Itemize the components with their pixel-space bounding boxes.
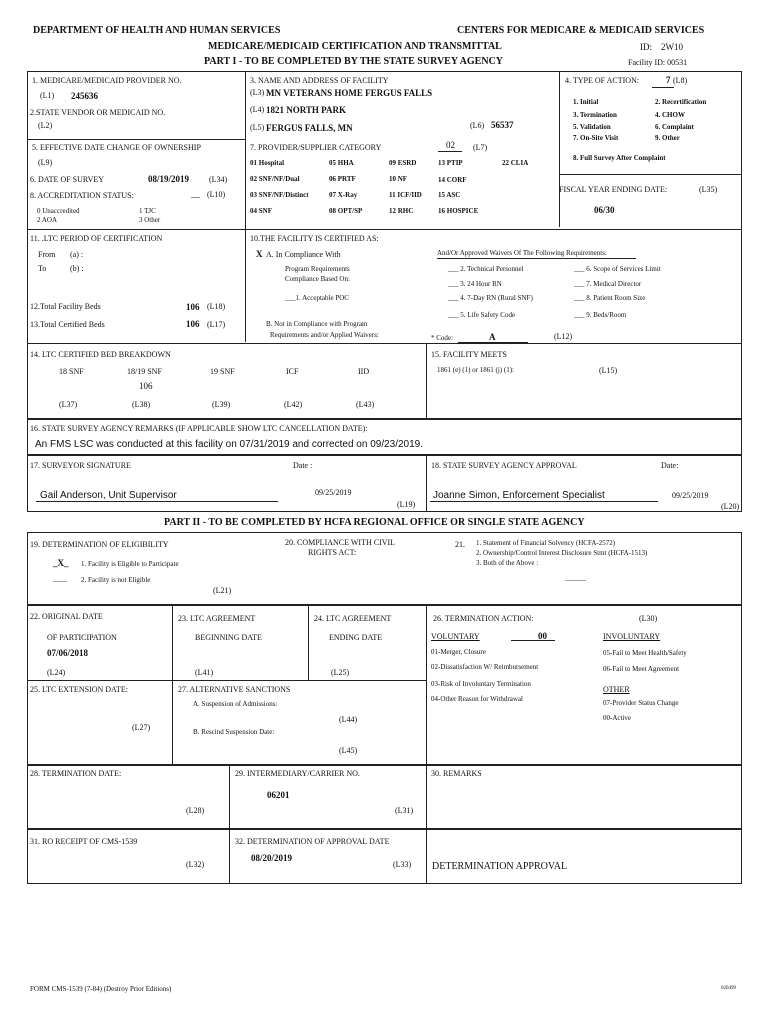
waiver-item: ___ 4. 7-Day RN (Rural SNF)	[448, 294, 533, 302]
signature-frame	[27, 455, 742, 512]
bed-code: (L42)	[284, 400, 303, 409]
category-option: 06 PRTF	[329, 175, 356, 183]
termination-value: 00	[538, 631, 547, 641]
l18-code: (L18)	[207, 302, 226, 311]
effective-date-label: 5. EFFECTIVE DATE CHANGE OF OWNERSHIP	[32, 143, 201, 152]
category-option: 04 SNF	[250, 207, 272, 215]
total-facility-beds-label: 12.Total Facility Beds	[30, 302, 101, 311]
fiscal-year-value: 06/30	[594, 205, 615, 215]
from-label: From	[38, 250, 56, 259]
bed-head: ICF	[286, 367, 299, 376]
form-code: 020499	[721, 986, 736, 991]
l19-code: (L19)	[397, 500, 416, 509]
underline	[437, 258, 636, 259]
l1-code: (L1)	[40, 91, 55, 100]
l33-code: (L33)	[393, 860, 412, 869]
remarks-label: 30. REMARKS	[431, 769, 482, 778]
action-option: 9. Other	[655, 134, 680, 142]
l21-code: (L21)	[213, 586, 232, 595]
rescind-label: B. Rescind Suspension Date:	[193, 728, 275, 736]
ltc-end-label: 24. LTC AGREEMENT	[314, 614, 392, 623]
facility-meets-label: 15. FACILITY MEETS	[431, 350, 507, 359]
action-option: 4. CHOW	[655, 111, 685, 119]
l4-code: (L4)	[250, 105, 265, 114]
form-number: FORM CMS-1539 (7-84) (Destroy Prior Editions)	[30, 985, 172, 993]
in-compliance-label: A. In Compliance With	[266, 250, 341, 259]
l6-code: (L6)	[470, 121, 485, 130]
voluntary-option: 03-Risk of Involuntary Termination	[431, 680, 531, 688]
category-option: 10 NF	[389, 175, 408, 183]
intermediary-label: 29. INTERMEDIARY/CARRIER NO.	[235, 769, 360, 778]
program-requirements: Program Requirements	[285, 265, 350, 273]
l35-code: (L35)	[699, 185, 718, 194]
eligibility-mark: _X_	[53, 558, 69, 568]
agency-approval-label: 18. STATE SURVEY AGENCY APPROVAL	[431, 461, 577, 470]
category-option: 07 X-Ray	[329, 191, 358, 199]
l44-code: (L44)	[339, 715, 358, 724]
l28-code: (L28)	[186, 806, 205, 815]
ltc-period-label: 11. .LTC PERIOD OF CERTIFICATION	[30, 234, 163, 243]
l41-code: (L41)	[195, 668, 214, 677]
waiver-item: ___ 3. 24 Hour RN	[448, 280, 502, 288]
code-value: A	[489, 332, 496, 342]
accreditation-option: 1 TJC	[139, 207, 156, 215]
divider	[426, 829, 427, 884]
civil-rights-label2: RIGHTS ACT:	[308, 548, 357, 557]
surveyor-signature: Gail Anderson, Unit Supervisor	[40, 490, 177, 501]
ending-date-label: ENDING DATE	[329, 633, 383, 642]
facility-city: FERGUS FALLS, MN	[266, 123, 353, 133]
bed-code: (L38)	[132, 400, 151, 409]
other-option: 00-Active	[603, 714, 631, 722]
snf-1819-beds: 106	[139, 381, 153, 391]
voluntary-option: 01-Merger, Closure	[431, 648, 486, 656]
agency-date-label: Date:	[661, 461, 679, 470]
facility-certified-label: 10.THE FACILITY IS CERTIFIED AS:	[250, 234, 379, 243]
l12-code: (L12)	[554, 332, 573, 341]
other-label: OTHER	[603, 685, 630, 694]
accreditation-option: 0 Unaccredited	[37, 207, 80, 215]
surveyor-date-label: Date :	[293, 461, 313, 470]
facility-name: MN VETERANS HOME FERGUS FALLS	[266, 88, 433, 98]
category-option: 03 SNF/NF/Distinct	[250, 191, 309, 199]
ltc-begin-label: 23. LTC AGREEMENT	[178, 614, 256, 623]
waiver-item: ___ 2. Technical Personnel	[448, 265, 524, 273]
determination-approval: DETERMINATION APPROVAL	[432, 861, 568, 872]
id-value: 2W10	[661, 42, 683, 52]
acceptable-poc: ___1. Acceptable POC	[285, 294, 349, 302]
action-option: 5. Validation	[573, 123, 611, 131]
l5-code: (L5)	[250, 123, 265, 132]
divider	[426, 455, 427, 512]
applied-waivers: Requirements and/or Applied Waivers:	[270, 331, 379, 339]
l7-code: (L7)	[473, 143, 488, 152]
accreditation-option: 3 Other	[139, 216, 161, 224]
to-code: (b) :	[70, 264, 84, 273]
ltc-extension-label: 25. LTC EXTENSION DATE:	[30, 685, 128, 694]
eligibility-blank: ____	[53, 575, 67, 583]
category-option: 11 ICF/IID	[389, 191, 422, 199]
category-option: 15 ASC	[438, 191, 461, 199]
involuntary-label: INVOLUNTARY	[603, 632, 661, 641]
waiver-item: ___ 9. Beds/Room	[574, 311, 627, 319]
divider	[27, 139, 245, 140]
participation-label: OF PARTICIPATION	[47, 633, 117, 642]
provider-category-label: 7. PROVIDER/SUPPLIER CATEGORY	[250, 143, 382, 152]
divider	[426, 765, 427, 829]
field21-label: 21.	[455, 540, 465, 549]
l9-code: (L9)	[38, 158, 53, 167]
state-vendor-label: 2.STATE VENDOR OR MEDICAID NO.	[30, 108, 166, 117]
l25-code: (L25)	[331, 668, 350, 677]
waiver-item: ___ 6. Scope of Services Limit	[574, 265, 661, 273]
l45-code: (L45)	[339, 746, 358, 755]
original-date-label: 22. ORIGINAL DATE	[30, 612, 103, 621]
l17-code: (L17)	[207, 320, 226, 329]
l24-code: (L24)	[47, 668, 66, 677]
agency-date: 09/25/2019	[672, 491, 709, 500]
total-facility-beds-value: 106	[186, 302, 200, 312]
eligibility-label: 19. DETERMINATION OF ELIGIBILITY	[30, 540, 169, 549]
category-option: 16 HOSPICE	[438, 207, 479, 215]
divider	[27, 343, 742, 344]
facility-street: 1821 NORTH PARK	[266, 105, 347, 115]
waiver-item: ___ 8. Patient Room Size	[574, 294, 646, 302]
surveyor-date: 09/25/2019	[315, 488, 352, 497]
waiver-item: ___ 5. Life Safety Code	[448, 311, 516, 319]
divider	[559, 174, 742, 175]
category-option: 05 HHA	[329, 159, 354, 167]
action-option: 8. Full Survey After Complaint	[573, 154, 666, 162]
divider	[245, 71, 246, 342]
action-option: 1. Initial	[573, 98, 599, 106]
facility-zip: 56537	[491, 120, 514, 130]
divider	[27, 680, 426, 681]
divider	[172, 680, 173, 765]
surveyor-signature-label: 17. SURVEYOR SIGNATURE	[30, 461, 131, 470]
state-remarks-value: An FMS LSC was conducted at this facility on 07/31/2019 and corrected on 09/23/2019.	[35, 439, 424, 450]
part2-row3-frame	[27, 765, 742, 829]
underline	[511, 640, 555, 641]
bed-code: (L37)	[59, 400, 78, 409]
category-option: 22 CLIA	[502, 159, 529, 167]
category-option: 08 OPT/SP	[329, 207, 363, 215]
part2-title: PART II - TO BE COMPLETED BY HCFA REGIONAL OFFICE OR SINGLE STATE AGENCY	[164, 517, 585, 528]
voluntary-label: VOLUNTARY	[431, 632, 480, 641]
provider-no-value: 245636	[71, 91, 98, 101]
compliance-mark: X	[256, 249, 263, 259]
other-option: 07-Provider Status Change	[603, 699, 679, 707]
waiver-item: ___ 7. Medical Director	[574, 280, 642, 288]
divider	[559, 71, 560, 227]
action-option: 6. Complaint	[655, 123, 694, 131]
divider	[172, 605, 173, 680]
voluntary-option: 04-Other Reason for Withdrawal	[431, 695, 523, 703]
l15-code: (L15)	[599, 366, 618, 375]
l27-code: (L27)	[132, 723, 151, 732]
to-label: To	[38, 264, 47, 273]
approval-date-value: 08/20/2019	[251, 853, 293, 863]
total-certified-beds-label: 13.Total Certified Beds	[30, 320, 105, 329]
ltc-bed-breakdown-label: 14. LTC CERTIFIED BED BREAKDOWN	[30, 350, 171, 359]
underline	[36, 501, 278, 502]
l2-code: (L2)	[38, 121, 53, 130]
civil-rights-label: 20. COMPLIANCE WITH CIVIL	[285, 538, 396, 547]
l20-code: (L20)	[721, 502, 740, 511]
l32-code: (L32)	[186, 860, 205, 869]
eligible-option: 1. Facility is Eligible to Participate	[81, 560, 179, 568]
action-option: 7. On-Site Visit	[573, 134, 619, 142]
bed-head: 18 SNF	[59, 367, 84, 376]
accreditation-blank: __	[191, 189, 200, 199]
fiscal-year-label: FISCAL YEAR ENDING DATE:	[559, 185, 668, 194]
field21-option: 2. Ownership/Control Interest Disclosure Stmt (HCFA-1513)	[476, 549, 648, 557]
l34-code: (L34)	[209, 175, 228, 184]
alt-sanctions-label: 27. ALTERNATIVE SANCTIONS	[178, 685, 291, 694]
category-option: 13 PTIP	[438, 159, 463, 167]
underline	[438, 151, 462, 152]
not-in-compliance: B. Not in Compliance with Program	[266, 320, 368, 328]
bed-code: (L43)	[356, 400, 375, 409]
accreditation-option: 2 AOA	[37, 216, 58, 224]
compliance-based-on: Compliance Based On:	[285, 275, 350, 283]
facility-name-address-label: 3. NAME AND ADDRESS OF FACILITY	[250, 76, 389, 85]
involuntary-option: 05-Fail to Meet Health/Safety	[603, 649, 687, 657]
type-of-action-label: 4. TYPE OF ACTION:	[565, 76, 640, 85]
suspension-label: A. Suspension of Admissions:	[193, 700, 278, 708]
bed-head: 19 SNF	[210, 367, 235, 376]
form-title: MEDICARE/MEDICAID CERTIFICATION AND TRANSMITTAL	[208, 41, 502, 52]
bed-code: (L39)	[212, 400, 231, 409]
divider	[426, 343, 427, 419]
action-option: 3. Termination	[573, 111, 617, 119]
field21-option: 3. Both of the Above :	[476, 559, 539, 567]
divider	[229, 765, 230, 829]
l8-code: (L8)	[673, 76, 688, 85]
survey-date-value: 08/19/2019	[148, 174, 190, 184]
code-label: * Code:	[431, 334, 453, 342]
l10-code: (L10)	[207, 190, 226, 199]
underline	[458, 342, 528, 343]
facility-id: Facility ID: 00531	[628, 58, 688, 67]
header-cms: CENTERS FOR MEDICARE & MEDICAID SERVICES	[457, 25, 705, 36]
divider	[27, 229, 742, 230]
action-option: 2. Recertification	[655, 98, 707, 106]
bed-head: 18/19 SNF	[127, 367, 162, 376]
type-of-action-value: 7	[666, 75, 671, 85]
field21-option: 1. Statement of Financial Solvency (HCFA-2572)	[476, 539, 616, 547]
field21-blank: ______	[565, 574, 586, 582]
provider-no-label: 1. MEDICARE/MEDICAID PROVIDER NO.	[32, 76, 182, 85]
from-code: (a) :	[70, 250, 84, 259]
header-department: DEPARTMENT OF HEALTH AND HUMAN SERVICES	[33, 25, 281, 36]
total-certified-beds-value: 106	[186, 319, 200, 329]
category-option: 01 Hospital	[250, 159, 285, 167]
category-option: 12 RHC	[389, 207, 414, 215]
underline	[652, 87, 674, 88]
provider-category-value: 02	[446, 140, 455, 150]
part1-title: PART I - TO BE COMPLETED BY THE STATE SURVEY AGENCY	[204, 56, 503, 67]
divider	[308, 605, 309, 680]
part2-row2-frame	[27, 605, 742, 765]
not-eligible-option: 2. Facility is not Eligible	[81, 576, 151, 584]
voluntary-option: 02-Dissatisfaction W/ Reimbursement	[431, 663, 539, 671]
beginning-date-label: BEGINNING DATE	[195, 633, 262, 642]
divider	[426, 605, 427, 765]
divider	[229, 829, 230, 884]
termination-date-label: 28. TERMINATION DATE:	[30, 769, 122, 778]
l30-code: (L30)	[639, 614, 658, 623]
l31-code: (L31)	[395, 806, 414, 815]
agency-signature: Joanne Simon, Enforcement Specialist	[433, 490, 605, 501]
id-label: ID:	[640, 42, 652, 52]
underline	[430, 501, 658, 502]
category-option: 02 SNF/NF/Dual	[250, 175, 300, 183]
ro-receipt-label: 31. RO RECEIPT OF CMS-1539	[30, 837, 138, 846]
involuntary-option: 06-Fail to Meet Agreement	[603, 665, 680, 673]
survey-date-label: 6. DATE OF SURVEY	[30, 175, 105, 184]
category-option: 14 CORF	[438, 176, 467, 184]
intermediary-value: 06201	[267, 790, 290, 800]
state-remarks-label: 16. STATE SURVEY AGENCY REMARKS (IF APPLICABLE SHOW LTC CANCELLATION DATE):	[30, 424, 368, 433]
category-option: 09 ESRD	[389, 159, 417, 167]
bed-head: IID	[358, 367, 370, 376]
termination-action-label: 26. TERMINATION ACTION:	[433, 614, 534, 623]
waiver-header: And/Or Approved Waivers Of The Following Requirements:	[437, 249, 607, 257]
approval-date-label: 32. DETERMINATION OF APPROVAL DATE	[235, 837, 390, 846]
l3-code: (L3)	[250, 88, 265, 97]
facility-meets-text: 1861 (e) (1) or 1861 (j) (1):	[437, 366, 514, 374]
accreditation-label: 8. ACCREDITATION STATUS:	[30, 191, 134, 200]
original-date-value: 07/06/2018	[47, 648, 89, 658]
